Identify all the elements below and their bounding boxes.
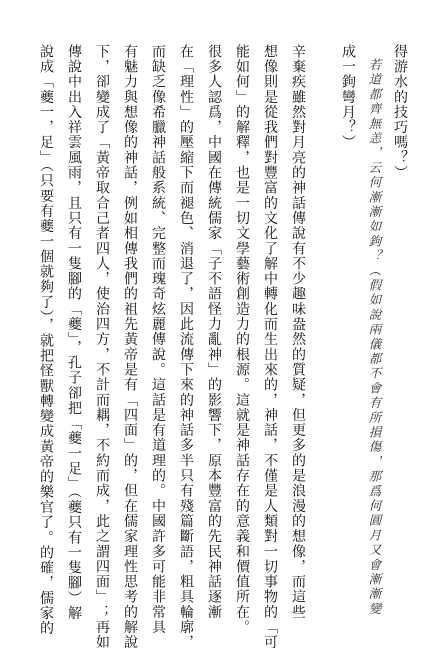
text-column: 下，卻變成了「黃帝取合己者四人，使治四方，不計而耦，不約而成，此之謂四面」；再如 [94,44,110,650]
text-column: 說成「夔一，足」（只要有夔一個就夠了），就把怪獸轉變成黃帝的樂官了。的確，儒家的 [38,44,54,636]
text-column: 有魅力與想像的神話，例如相傳我們的祖先黃帝是有「四面」的，但在儒家理性思考的解說 [122,44,138,650]
text-column: 成一鉤彎月？） [340,44,356,151]
text-column: 想像則是從我們對豐富的文化了解中轉化而生出來的，神話，不僅是人類對一切事物的「可 [262,44,278,650]
text-column: 得游水的技巧嗎？） [392,44,408,181]
text-column: 傳說中出入祥雲風雨，且只有一隻腳的「夔」，孔子卻把「夔一足」（夔只有一隻腳）解 [66,44,82,621]
paragraph-start-column: 辛棄疾雖然對月亮的神話傳說有不少趣味盎然的質疑，但更多的是浪漫的想像，而這些 [290,44,306,620]
text-column: 能如何」的解釋，也是一切文學藝術創造力的根源。這就是神話存在的意義和價值所在。 [234,44,250,635]
quoted-poem-line: 若道都齊無恙，云何漸漸如鉤？（假如說兩儀都不會有所損傷，那爲何圓月又會漸漸變 [367,58,382,617]
text-column: 在「理性」的壓縮下而褪色、消退了，因此流傳下來的神話多半只有殘篇斷語，粗具輪廓， [178,44,194,650]
text-column: 而缺乏像希臘神話般系統、完整而瑰奇炫麗傳說。這話是有道理的。中國許多可能非常具 [150,44,166,635]
paragraph-start-column: 很多人認爲，中國在傳統儒家「子不語怪力亂神」的影響下，原本豐富的先民神話逐漸 [206,44,222,620]
